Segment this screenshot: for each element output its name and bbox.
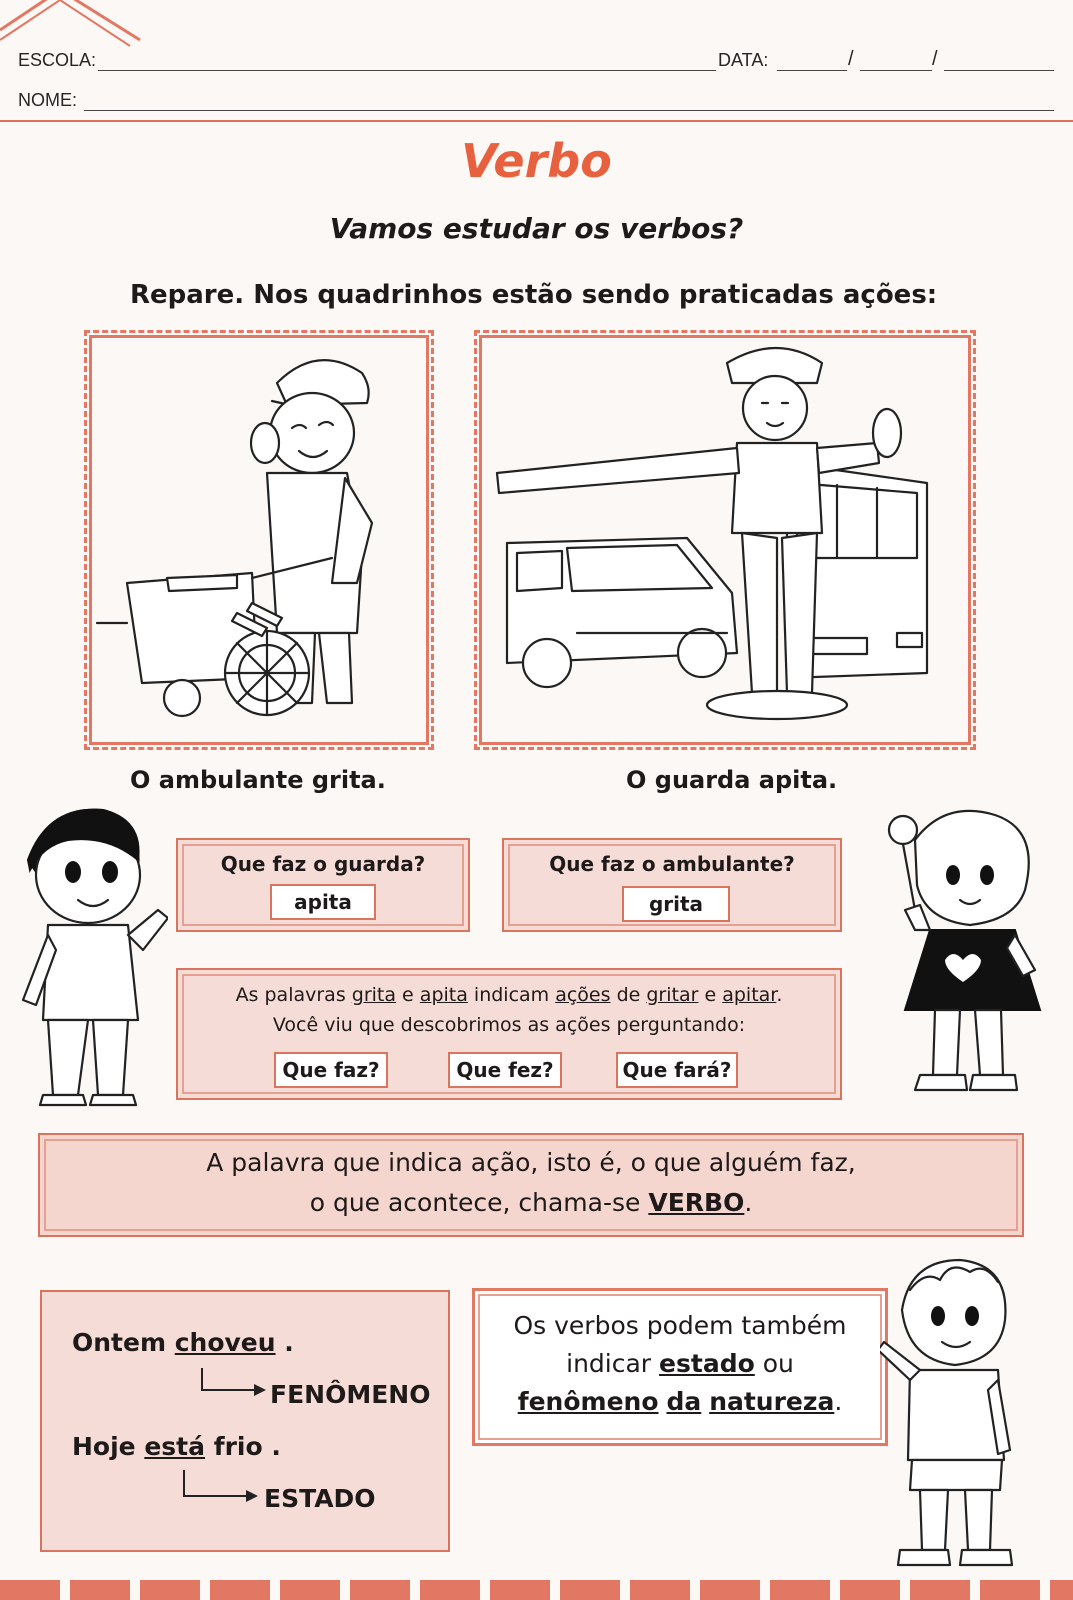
date-separator: / [932,48,938,70]
examples-box [40,1290,450,1552]
question-card-guard [176,838,470,932]
keyword-estado: estado [659,1349,755,1378]
tag-estado: ESTADO [264,1484,376,1513]
definition-box [38,1133,1024,1237]
question-label: Que faz o guarda? [220,852,426,876]
question-chip-que-fara[interactable]: Que fará? [616,1052,738,1088]
house-corner-icon [0,0,150,48]
definition-line-2: o que acontece, chama-se VERBO. [309,1188,753,1217]
boy-pointing-illustration [8,800,168,1130]
keyword: grita [351,984,397,1006]
data-label: DATA: [718,50,769,70]
lead-text: Repare. Nos quadrinhos estão sendo praticadas ações: [130,280,938,310]
year-field[interactable] [944,70,1054,71]
verb-esta: está [144,1432,205,1461]
caption-guard: O guarda apita. [626,766,838,794]
example-sentence-1: Ontem choveu . [72,1328,294,1357]
bottom-border [0,1580,1073,1600]
escola-field[interactable] [98,70,716,71]
page-title: Verbo [461,134,612,188]
keyword: gritar [646,984,699,1006]
note-box [472,1288,888,1446]
day-field[interactable] [777,70,847,71]
arrow-icon [182,1366,272,1402]
keyword-fenomeno: fenômeno [517,1387,659,1416]
definition-line-1: A palavra que indica ação, isto é, o que alguém faz, [206,1148,856,1177]
explanation-line-2: Você viu que descobrimos as ações perguntando: [272,1014,746,1036]
girl-with-flower-illustration [875,800,1055,1130]
header-divider [0,120,1073,122]
question-label: Que faz o ambulante? [549,852,795,876]
traffic-guard-illustration [477,333,973,747]
nome-label: NOME: [18,90,78,110]
explanation-line-1: As palavras grita e apita indicam ações de gritar e apitar. [235,984,783,1006]
question-chip-que-fez[interactable]: Que fez? [448,1052,562,1088]
month-field[interactable] [860,70,932,71]
example-sentence-2: Hoje está frio . [72,1432,281,1461]
arrow-icon [162,1468,262,1508]
answer-field[interactable]: grita [622,886,730,922]
keyword-natureza: natureza [709,1387,835,1416]
note-line-1: Os verbos podem também [513,1311,847,1340]
keyword: apitar [722,984,777,1006]
picture-frame-guard [474,330,976,750]
note-line-3: fenômeno da natureza. [517,1387,843,1416]
tag-fenomeno: FENÔMENO [270,1380,431,1409]
verb-choveu: choveu [174,1328,276,1357]
keyword: ações [555,984,611,1006]
boy-standing-illustration [880,1250,1030,1590]
caption-vendor: O ambulante grita. [130,766,386,794]
note-line-2: indicar estado ou [566,1349,794,1378]
escola-label: ESCOLA: [18,50,97,70]
answer-field[interactable]: apita [270,884,376,920]
keyword: apita [419,984,468,1006]
ice-cream-vendor-illustration [87,333,431,747]
verbo-keyword: VERBO [648,1188,745,1217]
page-subtitle: Vamos estudar os verbos? [329,212,744,245]
date-separator: / [848,48,854,70]
nome-field[interactable] [84,110,1054,111]
keyword-da: da [666,1387,702,1416]
picture-frame-vendor [84,330,434,750]
explanation-box [176,968,842,1100]
question-chip-que-faz[interactable]: Que faz? [274,1052,388,1088]
question-card-vendor [502,838,842,932]
